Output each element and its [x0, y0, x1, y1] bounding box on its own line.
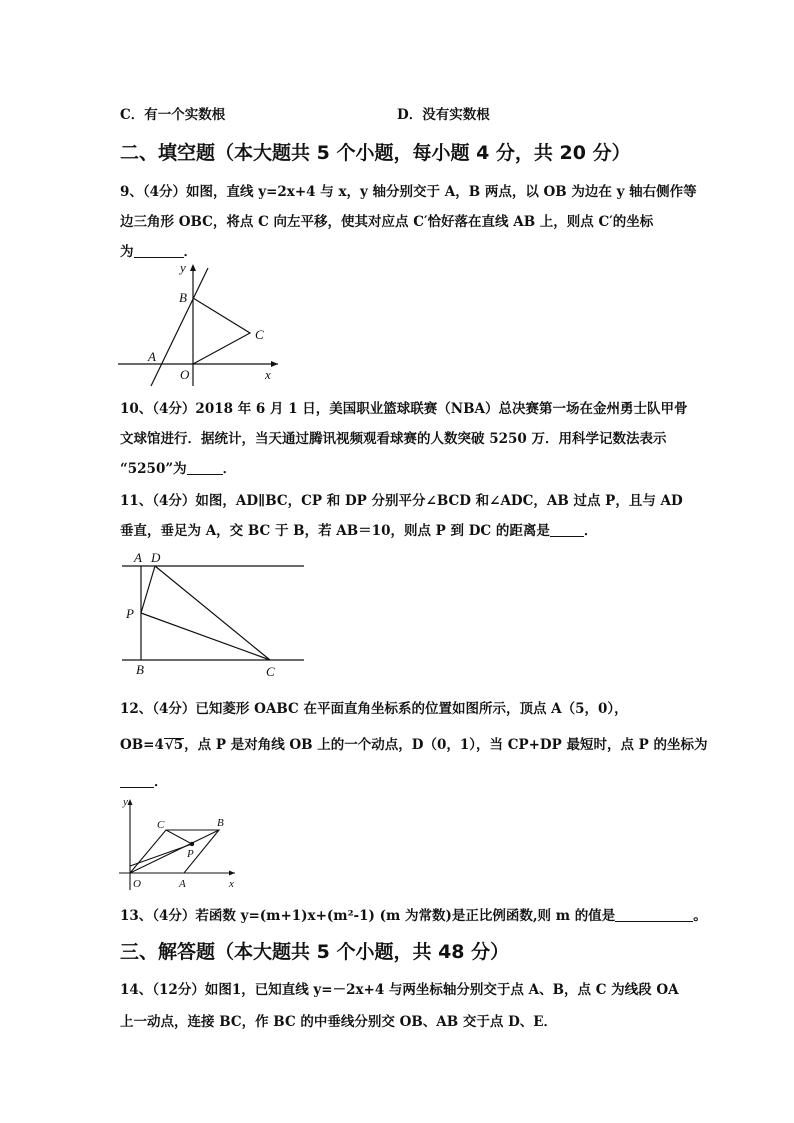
- q9-prefix: 为: [120, 244, 134, 260]
- q11-segment-pd: [141, 566, 155, 613]
- q12-answer-blank[interactable]: [120, 775, 154, 788]
- q12-segment-cp: [166, 830, 192, 844]
- q12-label-p: P: [187, 848, 194, 860]
- q11-line-1: 11、（4分）如图，AD∥BC，CP 和 DP 分别平分∠BCD 和∠ADC，AB 过点 P，且与 AD: [120, 493, 683, 509]
- q12-line-1: 12、（4分）已知菱形 OABC 在平面直角坐标系的位置如图所示，顶点 A（5，0），: [120, 701, 628, 717]
- q9-label-o: O: [180, 367, 190, 382]
- q12-y-arrow-icon: [128, 799, 133, 805]
- q10-line-3: [120, 457, 236, 477]
- q9-label-x: x: [265, 367, 271, 382]
- q11-segment-pc: [141, 613, 270, 660]
- q12-line-3: [120, 770, 168, 790]
- q13-line: [120, 904, 707, 924]
- q11-answer-blank[interactable]: [550, 524, 584, 537]
- q11-segment-dc: [155, 566, 270, 660]
- q10-answer-blank[interactable]: [187, 462, 223, 475]
- q12-sqrt: √5: [164, 737, 184, 753]
- q9-label-b: B: [179, 290, 187, 305]
- q14-line-2: 上一动点，连接 BC，作 BC 的中垂线分别交 OB、AB 交于点 D、E．: [120, 1014, 558, 1030]
- section-3-title: 三、解答题（本大题共 5 个小题，共 48 分）: [120, 941, 510, 963]
- q9-line-2: 边三角形 OBC，将点 C 向左平移，使其对应点 C′恰好落在直线 AB 上，则点 C′的坐标: [120, 214, 654, 230]
- q12-label-y: y: [123, 796, 128, 808]
- q9-label-c: C: [255, 327, 264, 342]
- q11-label-p: P: [126, 606, 134, 621]
- q10-end: ．: [222, 461, 237, 477]
- q11-end: ．: [583, 523, 598, 539]
- q12-label-x: x: [229, 878, 234, 890]
- q9-label-y: y: [180, 260, 186, 275]
- q9-figure: [110, 258, 290, 388]
- q9-line-1: 9、（4分）如图，直线 y=2x+4 与 x，y 轴分别交于 A，B 两点，以 OB 为边在 y 轴右侧作等: [120, 184, 697, 200]
- q12-ob-prefix: OB=4: [120, 737, 164, 753]
- q12-x-arrow-icon: [229, 871, 235, 876]
- q12-line-2: [120, 733, 708, 753]
- q12-segment-dp: [130, 844, 192, 866]
- q9-end: ．: [183, 244, 197, 260]
- q13-end: 。: [693, 908, 707, 924]
- q12-diagonal-ob: [130, 830, 219, 873]
- q12-text: ，点 P 是对角线 OB 上的一个动点，D（0，1），当 CP+DP 最短时，点 P 的坐标为: [184, 737, 708, 753]
- q9-label-a: A: [148, 349, 156, 364]
- q9-triangle-obc: [193, 298, 250, 364]
- q12-point-p: [190, 842, 194, 846]
- q11-label-a: A: [134, 550, 142, 565]
- q11-label-d: D: [151, 550, 161, 565]
- q11-label-c: C: [266, 664, 275, 679]
- q9-x-arrow-icon: [271, 361, 278, 367]
- q12-sqrt-value: 5: [173, 737, 184, 753]
- q11-text: 垂直，垂足为 A，交 BC 于 B，若 AB＝10，则点 P 到 DC 的距离是: [120, 523, 550, 539]
- q13-answer-blank[interactable]: [615, 909, 693, 922]
- q11-figure: [110, 548, 320, 682]
- q10-prefix: “5250”为: [120, 461, 187, 477]
- q9-answer-blank[interactable]: [134, 245, 184, 258]
- q12-end: ．: [154, 774, 168, 790]
- q11-line-2: [120, 519, 597, 539]
- q12-label-o: O: [133, 878, 141, 890]
- q9-line-3: [120, 240, 197, 260]
- q12-label-b: B: [217, 817, 224, 829]
- q14-line-1: 14、（12分）如图1，已知直线 y=－2x+4 与两坐标轴分别交于点 A、B，点 C 为线段 OA: [120, 982, 679, 998]
- q9-y-arrow-icon: [190, 264, 196, 271]
- q12-figure: [115, 795, 245, 895]
- option-d: D．没有实数根: [397, 107, 490, 123]
- q13-text: 13、（4分）若函数 y=(m+1)x+(m²-1) (m 为常数)是正比例函数,则 m 的值是: [120, 908, 616, 924]
- q12-label-c: C: [157, 819, 165, 831]
- q12-label-a: A: [179, 878, 186, 890]
- q11-label-b: B: [136, 662, 144, 677]
- q10-line-1: 10、（4分）2018 年 6 月 1 日，美国职业篮球联赛（NBA）总决赛第一场在金州勇士队甲骨: [120, 401, 688, 417]
- q10-line-2: 文球馆进行．据统计，当天通过腾讯视频观看球赛的人数突破 5250 万．用科学记数法表示: [120, 431, 667, 447]
- option-c: C．有一个实数根: [120, 107, 226, 123]
- section-2-title: 二、填空题（本大题共 5 个小题，每小题 4 分，共 20 分）: [120, 142, 631, 164]
